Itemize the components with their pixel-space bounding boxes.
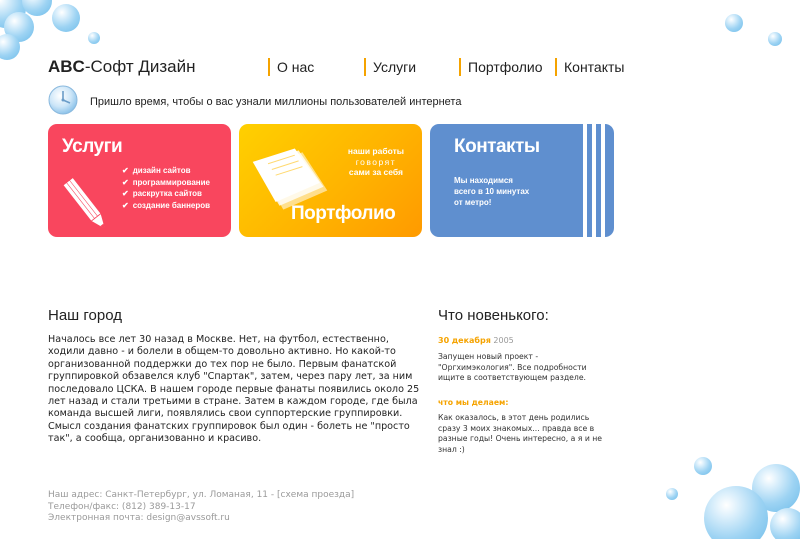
decorative-stripe: [592, 124, 596, 237]
portfolio-card[interactable]: [239, 124, 422, 237]
decorative-stripe: [583, 124, 587, 237]
services-list: [122, 165, 210, 211]
contacts-text: [454, 175, 529, 208]
footer-address: Наш адрес: Санкт-Петербург, ул. Ломаная, 11 - [схема проезда]: [48, 490, 355, 500]
news-subheading[interactable]: что мы делаем:: [438, 398, 509, 407]
contacts-text-line: всего в 10 минутах: [454, 187, 530, 196]
contacts-card-title: Контакты: [454, 136, 540, 157]
news-date-year: 2005: [493, 336, 514, 345]
services-card-title: Услуги: [62, 136, 123, 157]
bubble-decoration: [52, 4, 80, 32]
decorative-stripe: [601, 124, 605, 237]
nav-portfolio[interactable]: Портфолио: [459, 58, 543, 76]
nav-services[interactable]: Услуги: [364, 58, 416, 76]
bubble-decoration: [770, 508, 800, 539]
site-logo[interactable]: [48, 57, 196, 77]
nav-contacts[interactable]: Контакты: [555, 58, 624, 76]
news-date: [438, 336, 514, 347]
bubble-decoration: [666, 488, 678, 500]
services-card[interactable]: [48, 124, 231, 237]
news-item: Как оказалось, в этот день родились сразу 3 моих знакомых... правда все в разные годы! Очень интересно, а я и не знал :): [438, 413, 603, 454]
services-list-item: ✔ раскрутка сайтов: [122, 188, 210, 200]
portfolio-slogan-line: говорят: [355, 156, 397, 167]
contacts-text-line: от метро!: [454, 198, 492, 207]
portfolio-slogan-line: наши работы: [347, 146, 404, 156]
services-list-item: ✔ дизайн сайтов: [122, 165, 210, 177]
portfolio-slogan-line: сами за себя: [348, 167, 403, 177]
nav-about[interactable]: О нас: [268, 58, 314, 76]
news-date-day: 30: [438, 336, 450, 345]
footer-phone: Телефон/факс: (812) 389-13-17: [48, 501, 196, 512]
portfolio-card-title: Портфолио: [291, 203, 396, 224]
logo-bold: ABC: [48, 57, 85, 76]
bubble-decoration: [725, 14, 743, 32]
portfolio-slogan: [348, 146, 404, 178]
services-list-item: ✔ программирование: [122, 177, 210, 189]
bubble-decoration: [0, 34, 20, 60]
news-heading: Что новенького:: [438, 307, 549, 324]
services-list-item: ✔ создание баннеров: [122, 200, 210, 212]
pencil-icon: [60, 168, 118, 237]
clock-icon: [48, 85, 78, 115]
footer-email: Электронная почта: design@avssoft.ru: [48, 513, 230, 523]
bubble-decoration: [694, 457, 712, 475]
news-date-month: декабря: [451, 336, 491, 345]
contacts-card[interactable]: [430, 124, 614, 237]
bubble-decoration: [768, 32, 782, 46]
bubble-decoration: [88, 32, 100, 44]
news-item: Запущен новый проект - "Оргхимэкология". Все подробности ищите в соответствующем разделе.: [438, 352, 587, 382]
logo-rest: -Софт Дизайн: [84, 57, 196, 76]
city-heading: Наш город: [48, 307, 122, 324]
city-text: Началось все лет 30 назад в Москве. Нет, на футбол, естественно, ходили давно - и болели в общем-то довольно активно. Но какой-то организованной поддержки до тех пор не было. Первым фанатской группировкой обзавелся клуб "Спартак", затем, через пару лет, за ним последовало ЦСКА. В нашем городе первые фанаты появились около 25 лет назад и стали третьими в стране. Затем в каждом городе, где была команда высшей лиги, появлялись свои суппортерские группировки. Смысл создания фанатских группировок был один - болеть не "просто так", а сообща, организованно и красиво.: [48, 334, 420, 445]
contacts-text-line: Мы находимся: [454, 176, 513, 185]
footer: [48, 490, 354, 525]
tagline: Пришло время, чтобы о вас узнали миллионы пользователей интернета: [90, 96, 462, 108]
